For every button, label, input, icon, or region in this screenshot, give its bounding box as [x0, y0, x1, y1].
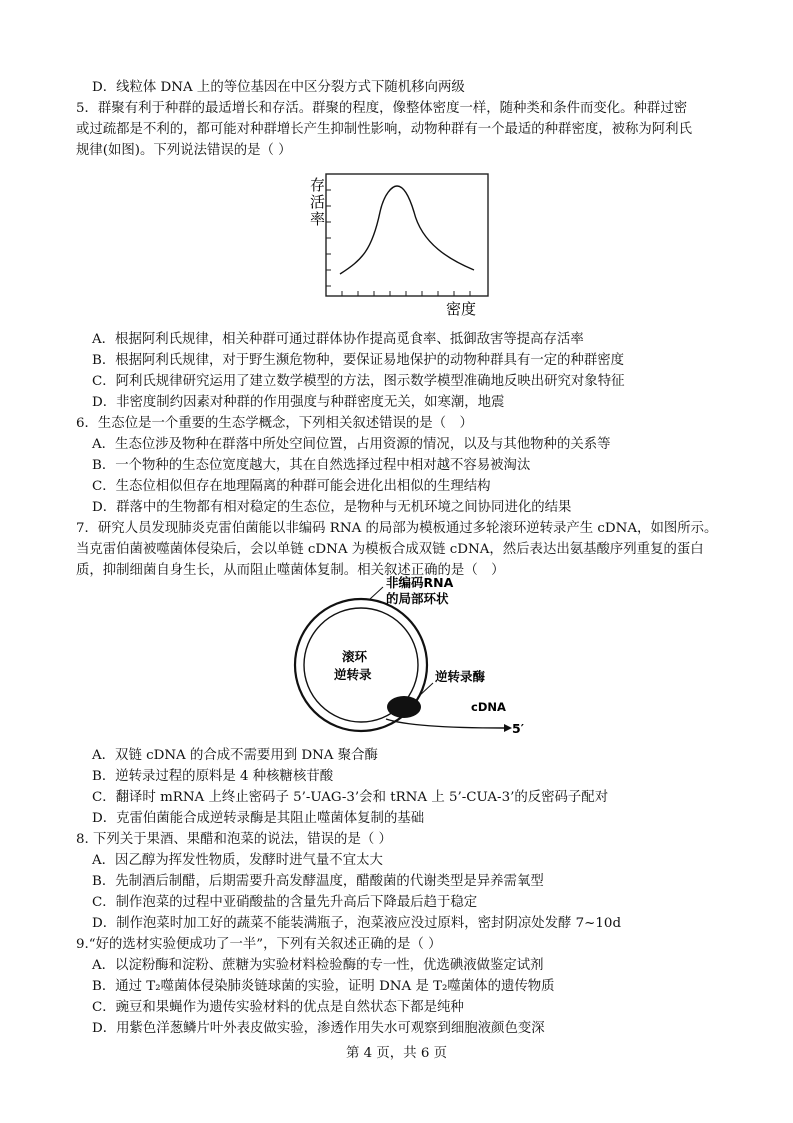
q6-option-a: A．生态位涉及物种在群落中所处空间位置，占用资源的情况，以及与其他物种的关系等	[92, 437, 611, 452]
rna-label-1: 非编码RNA	[386, 575, 454, 590]
q5-option-a: A．根据阿利氏规律，相关种群可通过群体协作提高觅食率、抵御敌害等提高存活率	[92, 332, 584, 347]
q5-stem-line-1: 5．群聚有利于种群的最适增长和存活。群聚的程度，像整体密度一样，随种类和条件而变化。种群过密	[76, 101, 688, 116]
page-footer: 第 4 页，共 6 页	[345, 1046, 448, 1061]
cdna-strand	[386, 719, 504, 728]
survival-density-figure	[300, 172, 510, 322]
reverse-transcriptase-blob	[387, 696, 421, 718]
q8-option-b: B．先制酒后制醋，后期需要升高发酵温度，醋酸菌的代谢类型是异养需氧型	[92, 874, 544, 889]
survival-curve	[340, 186, 474, 274]
q6-option-c: C．生态位相似但存在地理隔离的种群可能会进化出相似的生理结构	[92, 479, 491, 494]
center-label-2: 逆转录	[334, 667, 372, 682]
rolling-circle-diagram	[290, 573, 525, 743]
q5-option-b: B．根据阿利氏规律，对于野生濒危物种，要保证易地保护的动物种群具有一定的种群密度	[92, 353, 625, 368]
center-label-1: 滚环	[342, 649, 368, 664]
q4-option-d: D．线粒体 DNA 上的等位基因在中区分裂方式下随机移向两级	[92, 80, 465, 95]
y-axis-label: 存活率	[310, 176, 326, 228]
q7-option-b: B．逆转录过程的原料是 4 种核糖核苷酸	[92, 769, 334, 784]
q7-stem-line-2: 当克雷伯菌被噬菌体侵染后，会以单链 cDNA 为模板合成双链 cDNA，然后表达出氨基酸序列重复的蛋白	[76, 542, 704, 557]
q7-option-c: C．翻译时 mRNA 上终止密码子 5’-UAG-3’会和 tRNA 上 5’-CUA-3’的反密码子配对	[92, 790, 609, 805]
survival-curve-chart	[300, 172, 510, 322]
q9-option-c: C．豌豆和果蝇作为遗传实验材料的优点是自然状态下都是纯种	[92, 1000, 464, 1015]
cdna-label: cDNA	[471, 700, 506, 714]
q8-option-d: D．制作泡菜时加工好的蔬菜不能装满瓶子，泡菜液应没过原料，密封阴凉处发酵 7~10d	[92, 916, 622, 931]
q6-stem: 6．生态位是一个重要的生态学概念，下列相关叙述错误的是（ ）	[76, 416, 473, 431]
q5-stem-line-2: 或过疏都是不利的，都可能对种群增长产生抑制性影响，动物种群有一个最适的种群密度，被称为阿利氏	[76, 122, 692, 137]
cdna-arrowhead	[504, 724, 512, 732]
q5-stem-line-3: 规律(如图)。下列说法错误的是（ ）	[76, 143, 292, 158]
q6-option-b: B．一个物种的生态位宽度越大，其在自然选择过程中相对越不容易被淘汰	[92, 458, 531, 473]
q7-stem-line-1: 7．研究人员发现肺炎克雷伯菌能以非编码 RNA 的局部为模板通过多轮滚环逆转录产生 cDNA，如图所示。	[76, 521, 718, 536]
q7-option-a: A．双链 cDNA 的合成不需要用到 DNA 聚合酶	[92, 748, 378, 763]
q7-stem-line-3: 质，抑制细菌自身生长，从而阻止噬菌体复制。相关叙述正确的是（ ）	[76, 563, 505, 578]
q9-stem: 9.“好的选材实验便成功了一半”，下列有关叙述正确的是（ ）	[76, 937, 442, 952]
x-axis-label: 密度	[446, 300, 477, 318]
rna-pointer	[370, 587, 383, 599]
q8-option-c: C．制作泡菜的过程中亚硝酸盐的含量先升高后下降最后趋于稳定	[92, 895, 478, 910]
q6-option-d: D．群落中的生物都有相对稳定的生态位，是物种与无机环境之间协同进化的结果	[92, 500, 572, 515]
enzyme-pointer	[418, 683, 433, 697]
enzyme-label: 逆转录酶	[435, 669, 486, 684]
rolling-circle-figure	[290, 573, 525, 743]
q5-option-c: C．阿利氏规律研究运用了建立数学模型的方法，图示数学模型准确地反映出研究对象特征	[92, 374, 625, 389]
five-prime-label: 5′	[512, 721, 524, 736]
q8-stem: 8. 下列关于果酒、果醋和泡菜的说法，错误的是（ ）	[76, 832, 392, 847]
q5-option-d: D．非密度制约因素对种群的作用强度与种群密度无关，如寒潮，地震	[92, 395, 505, 410]
q9-option-a: A．以淀粉酶和淀粉、蔗糖为实验材料检验酶的专一性，优选碘液做鉴定试剂	[92, 958, 544, 973]
q9-option-d: D．用紫色洋葱鳞片叶外表皮做实验，渗透作用失水可观察到细胞液颜色变深	[92, 1021, 545, 1036]
q7-option-d: D．克雷伯菌能合成逆转录酶是其阻止噬菌体复制的基础	[92, 811, 425, 826]
rna-label-2: 的局部环状	[386, 591, 449, 606]
q8-option-a: A．因乙醇为挥发性物质，发酵时进气量不宜太大	[92, 853, 383, 868]
q9-option-b: B．通过 T₂噬菌体侵染肺炎链球菌的实验，证明 DNA 是 T₂噬菌体的遗传物质	[92, 979, 555, 994]
